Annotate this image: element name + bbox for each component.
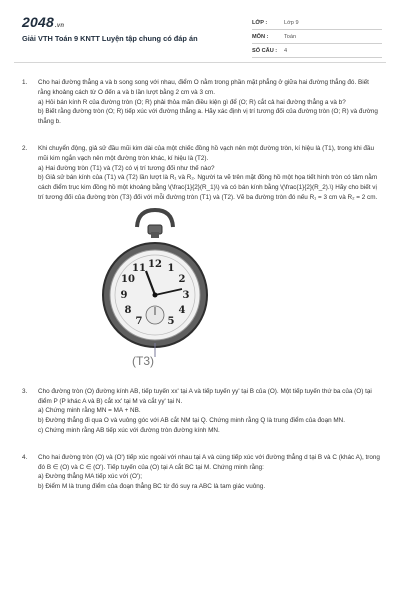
- question-number: 1.: [22, 79, 28, 86]
- pocket-watch-image: [100, 207, 210, 377]
- question-1: [22, 78, 382, 127]
- question-list: [22, 78, 382, 492]
- question-part: b) Đường thẳng đi qua O và vuông góc với AB cắt NM tại Q. Chứng minh rằng Q là trung điểm của đoạn MN.: [38, 417, 346, 425]
- meta-value: Lớp 9: [284, 19, 299, 26]
- logo-text: 2048: [22, 14, 54, 30]
- question-2: [22, 144, 382, 377]
- question-part: c) Chứng minh rằng AB tiếp xúc với đường tròn đường kính MN.: [38, 426, 220, 434]
- question-number: 2.: [22, 144, 28, 152]
- question-part: a) Hỏi bán kính R của đường tròn (O; R) phải thỏa mãn điều kiện gì để (O; R) cắt cả hai đường thẳng a và b?: [38, 98, 346, 106]
- meta-row-class: [252, 16, 382, 30]
- meta-key: MÔN :: [252, 33, 269, 40]
- meta-row-subject: [252, 30, 382, 44]
- meta-value: Toán: [284, 33, 297, 40]
- pocket-watch-figure: [100, 207, 210, 377]
- meta-row-count: [252, 44, 382, 58]
- svg-text:4: 4: [178, 304, 186, 316]
- question-text: Khi chuyển động, giả sử đầu mũi kim dài của một chiếc đồng hồ vạch nên một đường tròn, kí hiệu là (T1), trong khi đầu mũi kim ngắn vạch nên một đường tròn khác, kí hiệu là (T2).: [38, 144, 375, 162]
- svg-text:3: 3: [182, 289, 190, 301]
- svg-text:1: 1: [167, 262, 175, 274]
- question-part: a) Hai đường tròn (T1) và (T2) có vị trí tương đối như thế nào?: [38, 164, 215, 172]
- question-text: Cho hai đường thẳng a và b song song với nhau, điểm O nằm trong phần mặt phẳng ở giữa hai đường thẳng đó. Biết rằng khoảng cách từ O đến a và b lần lượt bằng 2 cm và 3 cm.: [38, 79, 369, 96]
- meta-key: LỚP :: [252, 19, 268, 26]
- question-text: Cho hai đường tròn (O) và (O') tiếp xúc ngoài với nhau tại A và cùng tiếp xúc với đường thẳng d tại B và C (khác A), trong đó B ∈ (O) và C ∈ (O'). Tiếp tuyến của (O) tại A cắt BC tại M. Chứng minh rằng:: [38, 453, 380, 471]
- site-logo[interactable]: [22, 14, 64, 30]
- figure-label: (T3): [132, 353, 154, 368]
- question-3: [22, 387, 382, 436]
- svg-text:8: 8: [124, 304, 132, 316]
- question-part: b) Giả sử bán kính của (T1) và (T2) lần lượt là R₁ và R₂. Người ta vẽ trên mặt đồng hồ một họa tiết hình tròn có tâm nằm cách điểm trục kim đồng hồ một khoảng bằng \(\frac{1}{2}(R_1)\) và có bán kính bằng \(\frac{1}{2}(R_2).\) Hãy cho biết vị trí tương đối của đường tròn (T3) đối với mỗi đường tròn (T1) và (T2). Vẽ ba đường tròn đó nếu R₁ = 3 cm và R₂ = 2 cm.: [38, 174, 378, 201]
- svg-text:9: 9: [120, 289, 128, 301]
- question-text: Cho đường tròn (O) đường kính AB, tiếp tuyến xx' tại A và tiếp tuyến yy' tại B của (O). Một tiếp tuyến thứ ba của (O) tại điểm P (P khác A và B) cắt xx' tại M và cắt yy' tại N.: [38, 387, 372, 405]
- svg-text:7: 7: [135, 315, 143, 327]
- svg-text:11: 11: [132, 262, 146, 274]
- question-4: [22, 453, 382, 492]
- question-part: a) Chứng minh rằng MN = MA + NB.: [38, 407, 141, 415]
- svg-text:10: 10: [121, 273, 135, 285]
- header-divider: [14, 62, 386, 63]
- svg-text:5: 5: [167, 315, 175, 327]
- meta-value: 4: [284, 47, 288, 54]
- question-part: b) Điểm M là trung điểm của đoạn thẳng BC từ đó suy ra ABC là tam giác vuông.: [38, 483, 266, 491]
- page-title: Giải VTH Toán 9 KNTT Luyện tập chung có đáp án: [22, 34, 198, 43]
- question-number: 3.: [22, 387, 28, 395]
- logo-suffix: .vn: [54, 23, 65, 29]
- svg-text:12: 12: [148, 258, 162, 270]
- question-part: a) Đường thẳng MA tiếp xúc với (O');: [38, 473, 143, 481]
- meta-key: SỐ CÂU :: [252, 47, 278, 54]
- question-number: 4.: [22, 453, 28, 461]
- meta-table: [252, 16, 382, 58]
- svg-text:2: 2: [178, 273, 186, 285]
- question-part: b) Biết rằng đường tròn (O; R) tiếp xúc với đường thẳng a. Hãy xác định vị trí tương đối của đường tròn (O; R) và đường thẳng b.: [38, 108, 378, 126]
